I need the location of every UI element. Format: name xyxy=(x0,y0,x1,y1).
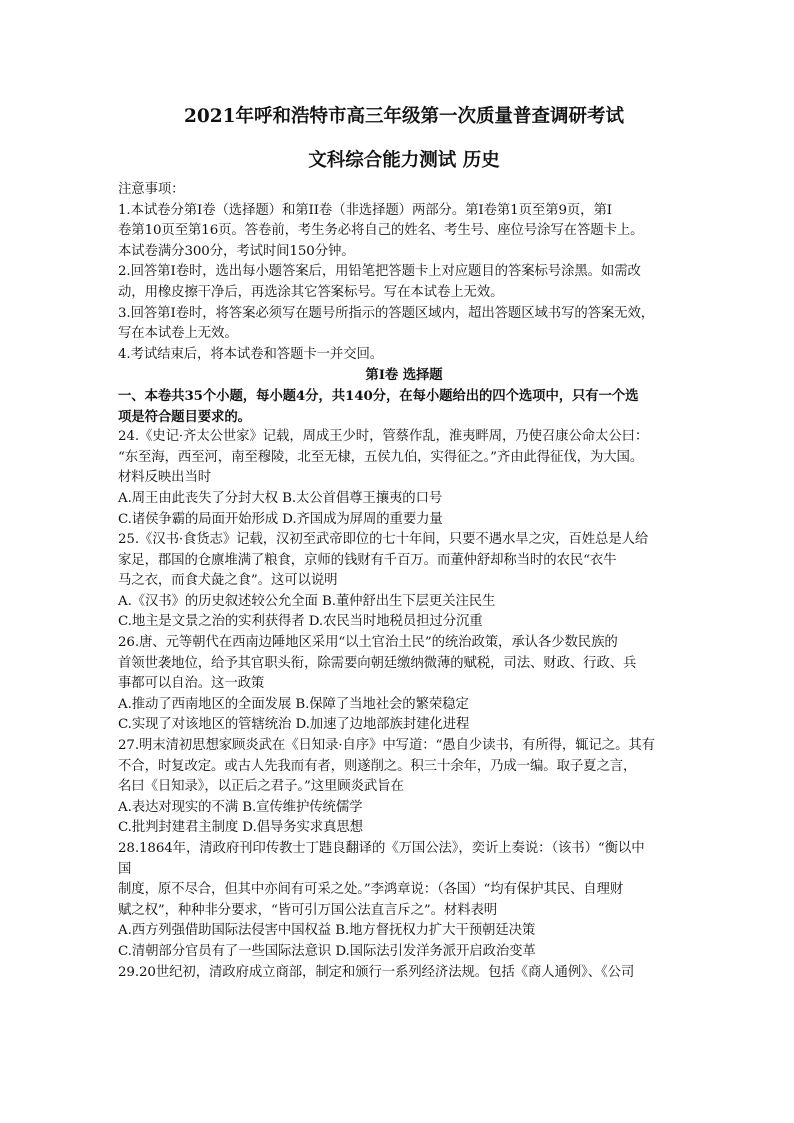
question-options: A.推动了西南地区的全面发展 B.保障了当地社会的繁荣稳定 xyxy=(118,696,469,712)
question-stem: 26.唐、元等朝代在西南边陲地区采用“以土官治土民”的统治政策，承认各少数民族的 xyxy=(118,635,618,651)
question-24 xyxy=(118,427,690,530)
notice-line: 1.本试卷分第I卷（选择题）和第II卷（非选择题）两部分。第I卷第1页至第9页，第I xyxy=(118,202,612,218)
question-options: A.周王由此丧失了分封大权 B.太公首倡尊王攘夷的口号 xyxy=(118,490,443,506)
exam-title: 2021年呼和浩特市高三年级第一次质量普查调研考试 xyxy=(184,106,624,127)
question-stem: 事都可以自治。这一政策 xyxy=(118,676,265,692)
question-26 xyxy=(118,633,690,736)
question-stem: 不合，时复改定。或古人先我而有者，则遂削之。积三十余年，乃成一编。取子夏之言， xyxy=(118,758,637,774)
notice-line: 写在本试卷上无效。 xyxy=(118,326,238,342)
question-stem: 材料反映出当时 xyxy=(118,470,212,486)
question-28 xyxy=(118,839,690,963)
exam-page xyxy=(118,100,690,983)
question-options: A.《汉书》的历史叙述较公允全面 B.董仲舒出生下层更关注民生 xyxy=(118,593,496,609)
question-stem: 国 xyxy=(118,861,132,877)
question-29 xyxy=(118,963,690,984)
notice-line: 4.考试结束后，将本试卷和答题卡一并交回。 xyxy=(118,346,384,362)
question-options: C.清朝部分官员有了一些国际法意识 D.国际法引发洋务派开启政治变革 xyxy=(118,943,536,959)
question-stem: 首领世袭地位，给予其官职头衔，除需要向朝廷缴纳微薄的赋税，司法、财政、行政、兵 xyxy=(118,655,637,671)
notice-block xyxy=(118,180,690,365)
question-stem: “东至海，西至河，南至穆陵，北至无棣，五侯九伯，实得征之。”齐由此得征伐，为大国。 xyxy=(118,449,644,465)
question-options: C.地主是文景之治的实利获得者 D.农民当时地税员担过分沉重 xyxy=(118,614,483,630)
question-stem: 家足，郡国的仓廪堆满了粮食，京师的钱财有千百万。而董仲舒却称当时的农民“衣牛 xyxy=(118,552,617,568)
notice-line: 2.回答第I卷时，选出每小题答案后，用铅笔把答题卡上对应题目的答案标号涂黑。如需改 xyxy=(118,264,641,280)
question-25 xyxy=(118,530,690,633)
notice-line: 卷第10页至第16页。答卷前，考生务必将自己的姓名、考生号、座位号涂写在答题卡上。 xyxy=(118,223,644,239)
notice-heading: 注意事项： xyxy=(118,182,185,197)
question-stem: 27.明末清初思想家顾炎武在《日知录·自序》中写道：“愚自少读书，有所得，辄记之。其有 xyxy=(118,738,655,754)
notice-line: 本试卷满分300分，考试时间150分钟。 xyxy=(118,243,355,259)
notice-line: 3.回答第I卷时，将答案必须写在题号所指示的答题区域内，超出答题区域书写的答案无效， xyxy=(118,305,655,321)
question-options: A.表达对现实的不满 B.宣传维护传统儒学 xyxy=(118,799,363,815)
question-options: C.实现了对该地区的管辖统治 D.加速了边地部族封建化进程 xyxy=(118,717,470,733)
section-instruction: 一、本卷共35个小题，每小题4分，共140分，在每小题给出的四个选项中，只有一个选 xyxy=(118,387,639,404)
notice-line: 动，用橡皮擦干净后，再选涂其它答案标号。写在本试卷上无效。 xyxy=(118,284,504,300)
section-instruction: 项是符合题目要求的。 xyxy=(118,408,251,425)
question-options: C.诸侯争霸的局面开始形成 D.齐国成为屏周的重要力量 xyxy=(118,511,443,527)
section-block xyxy=(118,365,690,427)
section-heading: 第I卷 选择题 xyxy=(365,367,443,384)
question-options: C.批判封建君主制度 D.倡导务实求真思想 xyxy=(118,820,363,836)
exam-subtitle: 文科综合能力测试 历史 xyxy=(308,150,500,171)
question-stem: 29.20世纪初，清政府成立商部，制定和颁行一系列经济法规。包括《商人通例》、《公司 xyxy=(118,964,635,980)
question-stem: 名曰《日知录》，以正后之君子。”这里顾炎武旨在 xyxy=(118,779,404,795)
question-stem: 24.《史记·齐太公世家》记载，周成王少时，管蔡作乱，淮夷畔周，乃使召康公命太公曰： xyxy=(118,429,649,445)
question-options: A.西方列强借助国际法侵害中国权益 B.地方督抚权力扩大干预朝廷决策 xyxy=(118,923,536,939)
question-stem: 赋之权”，种种非分要求，“皆可引万国公法直言斥之”。材料表明 xyxy=(118,902,498,918)
question-stem: 28.1864年，清政府刊印传教士丁韪良翻译的《万国公法》，奕䜣上奏说：（该书）“衡以中 xyxy=(118,841,645,856)
question-stem: 25.《汉书·食货志》记载，汉初至武帝即位的七十年间，只要不遇水旱之灾，百姓总是人给 xyxy=(118,532,649,548)
question-stem: 制度，原不尽合，但其中亦间有可采之处。”李鸿章说：（各国）“均有保护其民、自理财 xyxy=(118,882,624,898)
question-stem: 马之衣，而食犬彘之食”。这可以说明 xyxy=(118,573,338,589)
question-27 xyxy=(118,736,690,839)
